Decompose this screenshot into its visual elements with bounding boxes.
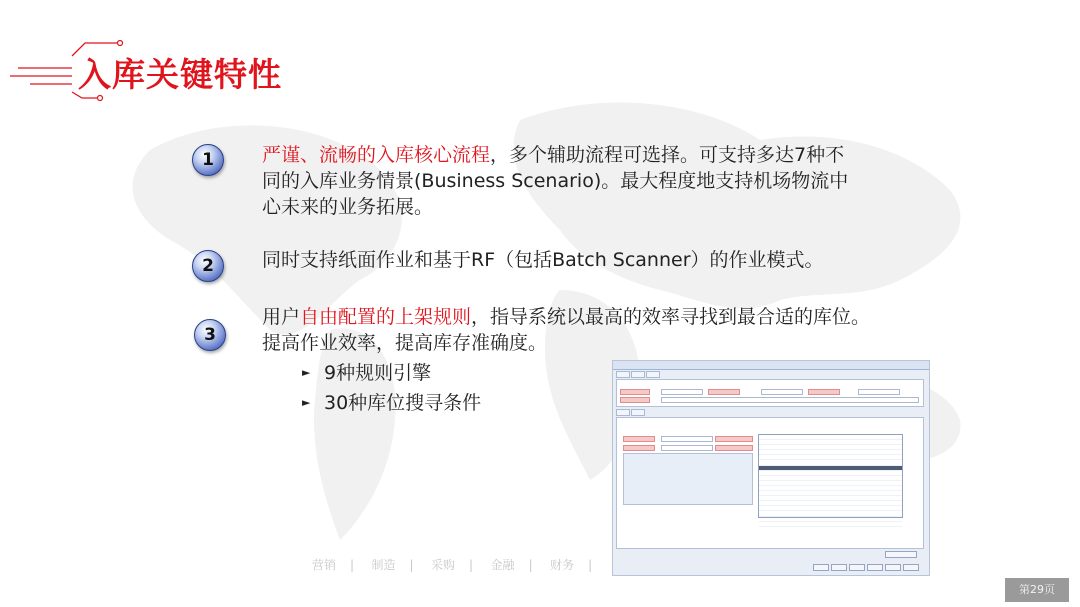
footer-nav-item: 营销 [312,558,337,572]
item-1-line3: 心未来的业务拓展。 [262,196,434,218]
bullet-arrow-icon: ► [302,396,311,409]
number-badge-3: 3 [194,319,226,351]
number-badge-1: 1 [192,144,224,176]
footer-nav-item: 财务 [550,558,575,572]
putaway-rule-screenshot [612,360,930,576]
item-1-highlight: 严谨、流畅的入库核心流程 [262,144,491,166]
bullet-arrow-icon: ► [302,366,311,379]
footer-nav-item: 金融 [490,558,515,572]
footer-nav-item: 制造 [371,558,396,572]
item-3-highlight: 自由配置的上架规则 [300,306,472,328]
footer-nav-item: 采购 [431,558,456,572]
item-3-prefix: 用户 [262,306,301,328]
number-badge-2: 2 [192,250,224,282]
item-1-line2: 同的入库业务情景(Business Scenario)。最大程度地支持机场物流中 [262,170,849,192]
bullet-item-1 [302,358,431,385]
screenshot-subtabs [616,409,696,415]
bullet-label: 30种库位搜寻条件 [324,392,482,414]
screenshot-tabs [616,371,696,377]
bullet-item-2 [302,388,481,415]
item-1-line1: ，多个辅助流程可选择。可支持多达7种不 [490,144,845,166]
item-3-line2: 提高作业效率，提高库存准确度。 [262,332,548,354]
item-2-text: 同时支持纸面作业和基于RF（包括Batch Scanner）的作业模式。 [262,249,824,271]
bullet-label: 9种规则引擎 [324,362,432,384]
page-number-badge: 第29页 [1005,578,1069,602]
footer-nav: 营销 | 制造 | 采购 | 金融 | 财务 | [312,558,593,572]
slide-title: 入库关键特性 [78,55,282,94]
screenshot-rule-list [758,434,903,518]
item-3-line1: ，指导系统以最高的效率寻找到最合适的库位。 [471,306,871,328]
item-1-text [262,142,848,220]
item-3-text [262,304,870,356]
screenshot-header-bar [613,361,929,370]
screenshot-button [885,551,917,558]
